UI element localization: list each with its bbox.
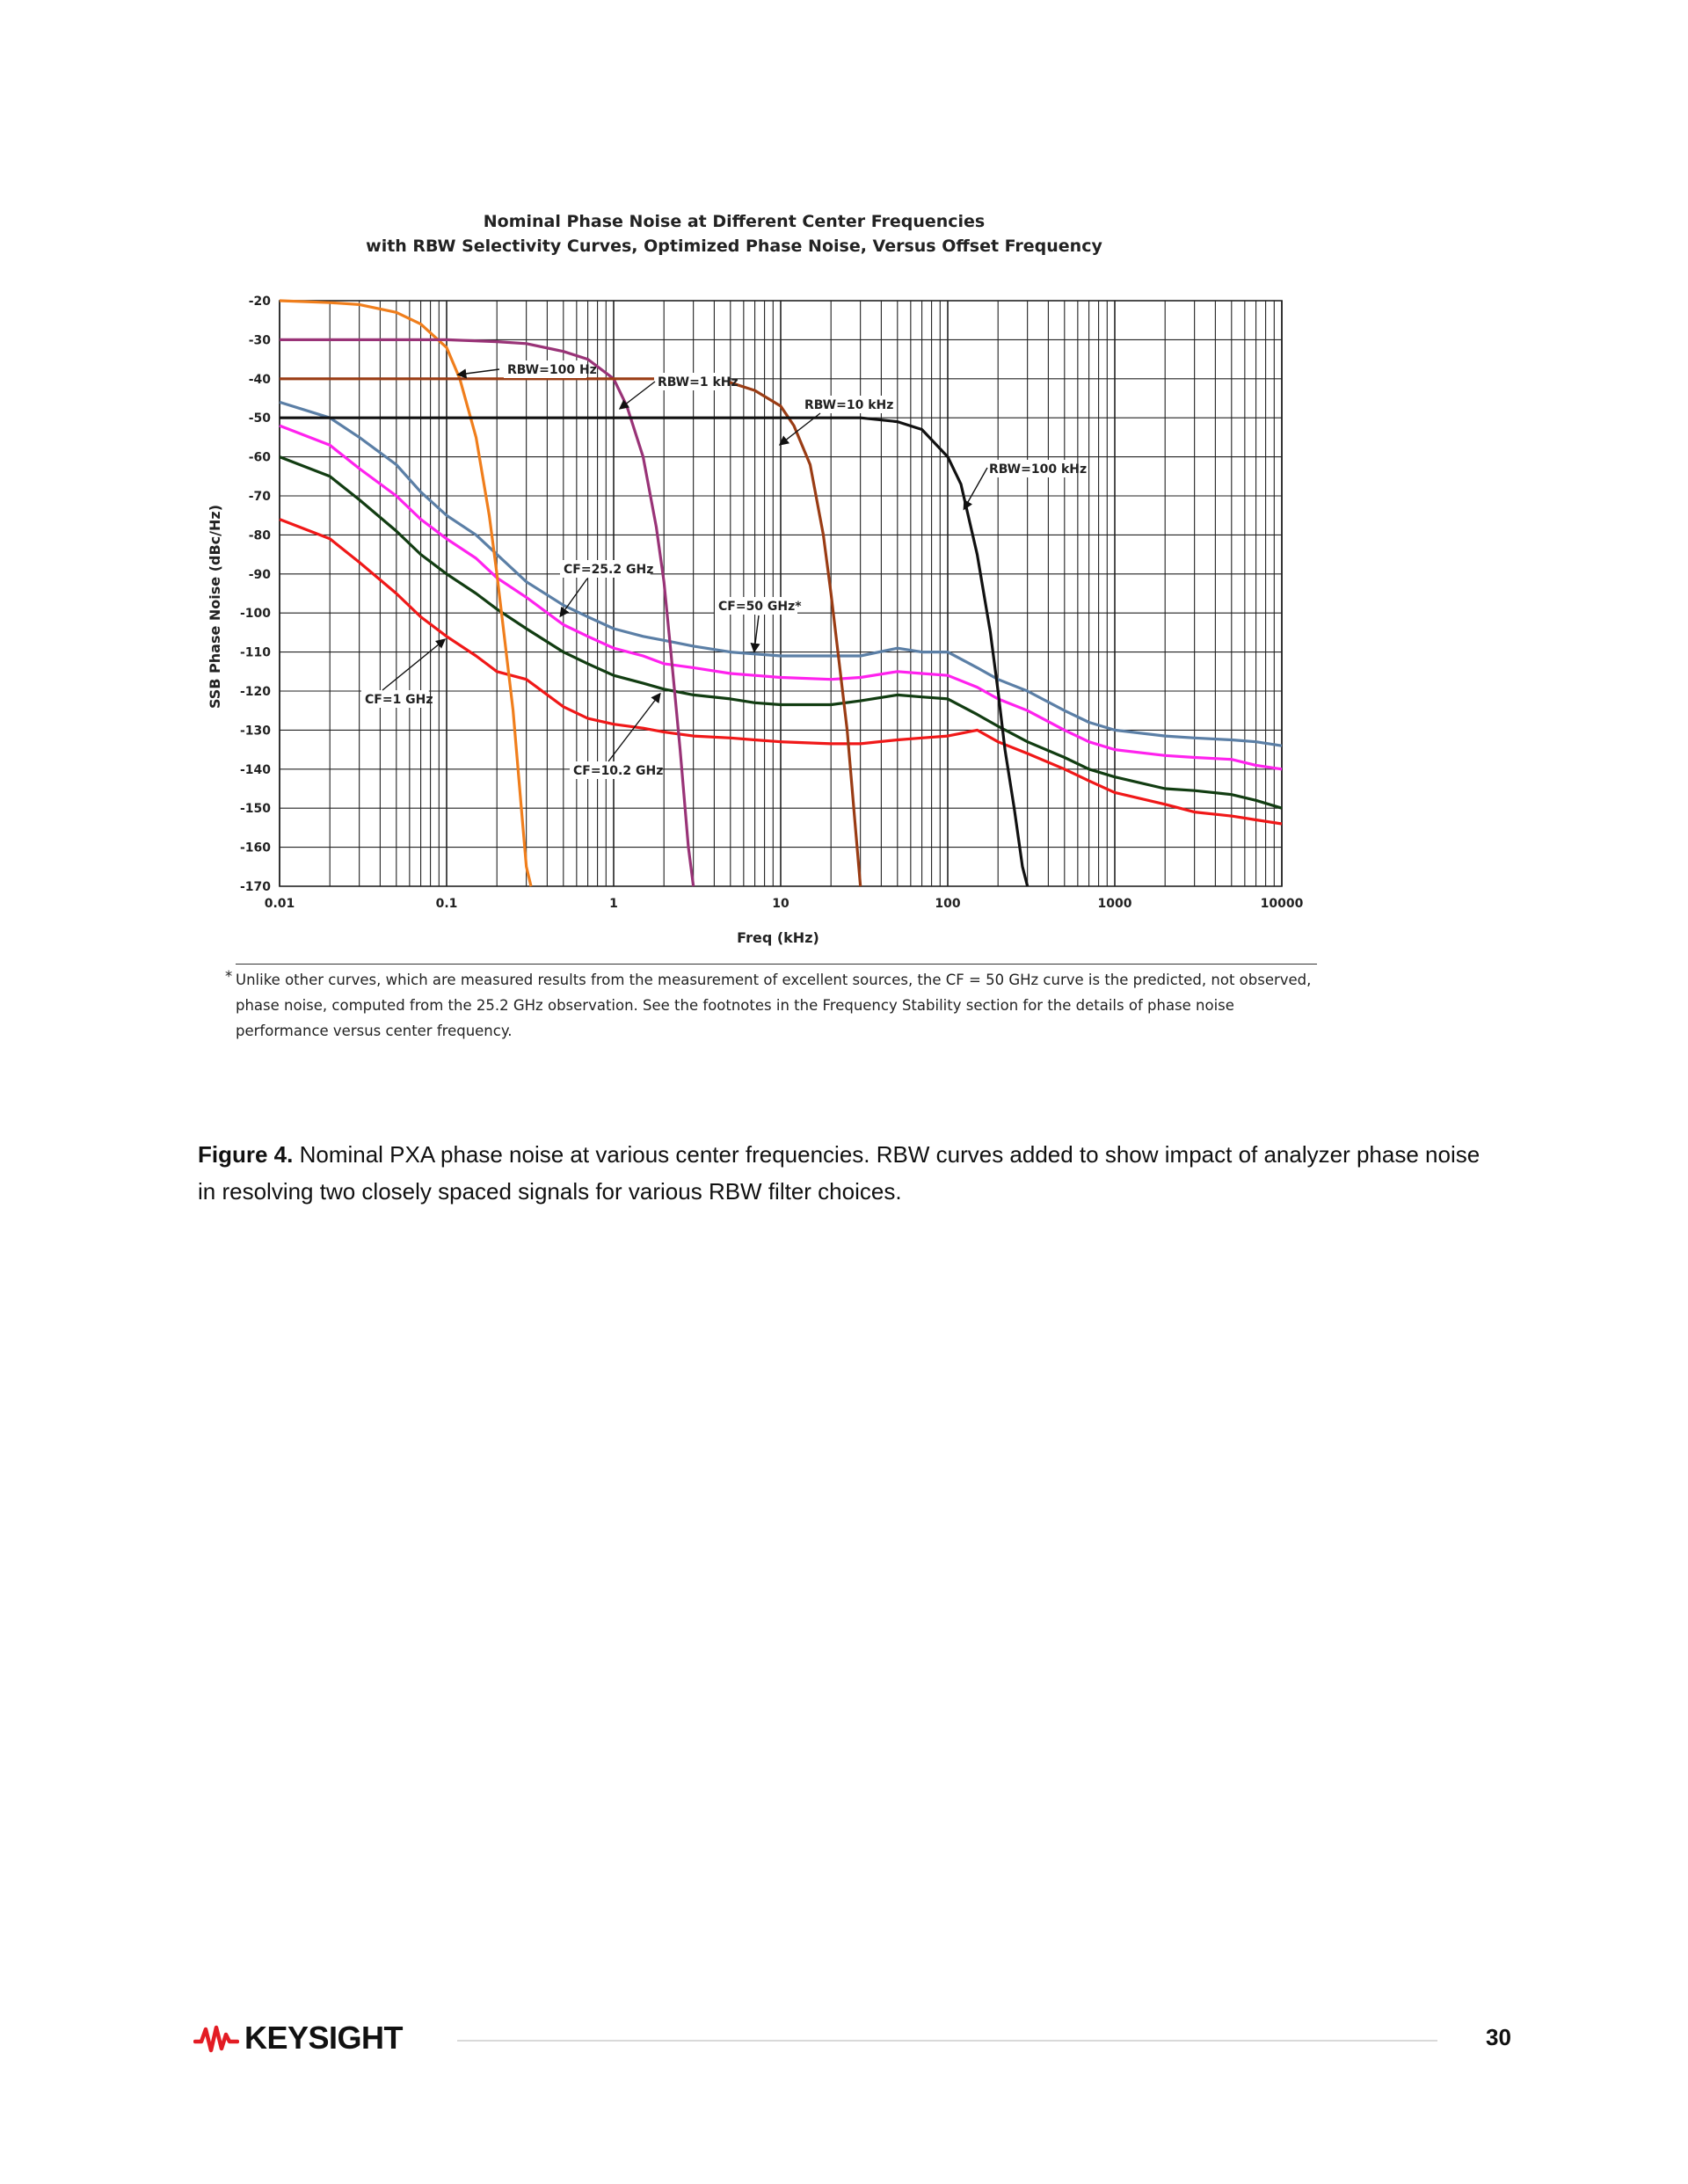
y-tick-label: -140 (239, 762, 271, 777)
y-tick-label: -170 (239, 880, 271, 894)
annotation-label: RBW=100 Hz (507, 363, 597, 377)
x-tick-label: 10 (772, 897, 789, 911)
x-axis-label: Freq (kHz) (737, 929, 819, 946)
y-tick-label: -20 (248, 295, 271, 309)
y-tick-label: -160 (239, 841, 271, 855)
annotation-label: CF=10.2 GHz (573, 764, 664, 778)
y-tick-label: -50 (248, 411, 271, 426)
annotation-arrow (459, 369, 499, 375)
annotation-label: CF=25.2 GHz (564, 563, 654, 577)
annotation-arrow (964, 468, 987, 508)
figure-caption (198, 1136, 1481, 1210)
y-tick-label: -130 (239, 724, 271, 739)
x-tick-label: 1000 (1097, 897, 1132, 911)
annotation-label: CF=1 GHz (365, 693, 433, 707)
footnote (225, 967, 1317, 1044)
chart-grid (280, 301, 1282, 886)
x-tick-label: 100 (935, 897, 961, 911)
x-tick-label: 0.1 (435, 897, 458, 911)
x-tick-label: 0.01 (264, 897, 295, 911)
annotation-label: RBW=1 kHz (658, 375, 738, 389)
x-tick-label: 1 (609, 897, 618, 911)
y-tick-label: -100 (239, 607, 271, 622)
chart-subtitle: with RBW Selectivity Curves, Optimized Phase Noise, Versus Offset Frequency (366, 237, 1102, 256)
brand-name: KEYSIGHT (244, 2020, 404, 2056)
annotation-arrow (382, 640, 444, 690)
y-tick-label: -60 (248, 450, 271, 465)
footnote-rule (236, 964, 1317, 965)
figure-caption-text: Nominal PXA phase noise at various center frequencies. RBW curves added to show impact of analyzer phase noise in resolving two closely spaced signals for various RBW filter choices. (198, 1141, 1481, 1205)
y-tick-label: -70 (248, 490, 271, 504)
y-tick-label: -80 (248, 528, 271, 543)
y-tick-label: -110 (239, 645, 271, 660)
annotation-arrow (621, 382, 655, 408)
figure-label: Figure 4. (198, 1141, 294, 1168)
x-tick-label: 10000 (1260, 897, 1304, 911)
page-number: 30 (1486, 2024, 1511, 2050)
footnote-marker: * (225, 968, 233, 985)
footnote-text: Unlike other curves, which are measured results from the measurement of excellent sources, the CF = 50 GHz curve is the predicted, not observed, phase noise, computed from the 25.2 GHz observation. See the footnotes in the Frequency Stability section for the details of phase noise performance versus center frequency. (236, 972, 1312, 1039)
y-tick-label: -90 (248, 567, 271, 582)
y-tick-label: -30 (248, 333, 271, 348)
annotation-label: CF=50 GHz* (718, 600, 802, 614)
annotation-label: RBW=10 kHz (804, 398, 894, 412)
chart-title: Nominal Phase Noise at Different Center Frequencies (483, 212, 986, 231)
footer-divider (457, 2040, 1437, 2042)
annotation-arrow (608, 695, 659, 761)
keysight-wave-icon (193, 2020, 239, 2056)
y-tick-label: -40 (248, 372, 271, 387)
series-line-4 (280, 301, 531, 886)
phase-noise-chart (0, 0, 1688, 958)
y-axis-label: SSB Phase Noise (dBc/Hz) (207, 504, 223, 710)
y-tick-label: -120 (239, 685, 271, 699)
y-tick-label: -150 (239, 802, 271, 817)
annotation-label: RBW=100 kHz (989, 462, 1088, 477)
keysight-logo (193, 2019, 403, 2057)
